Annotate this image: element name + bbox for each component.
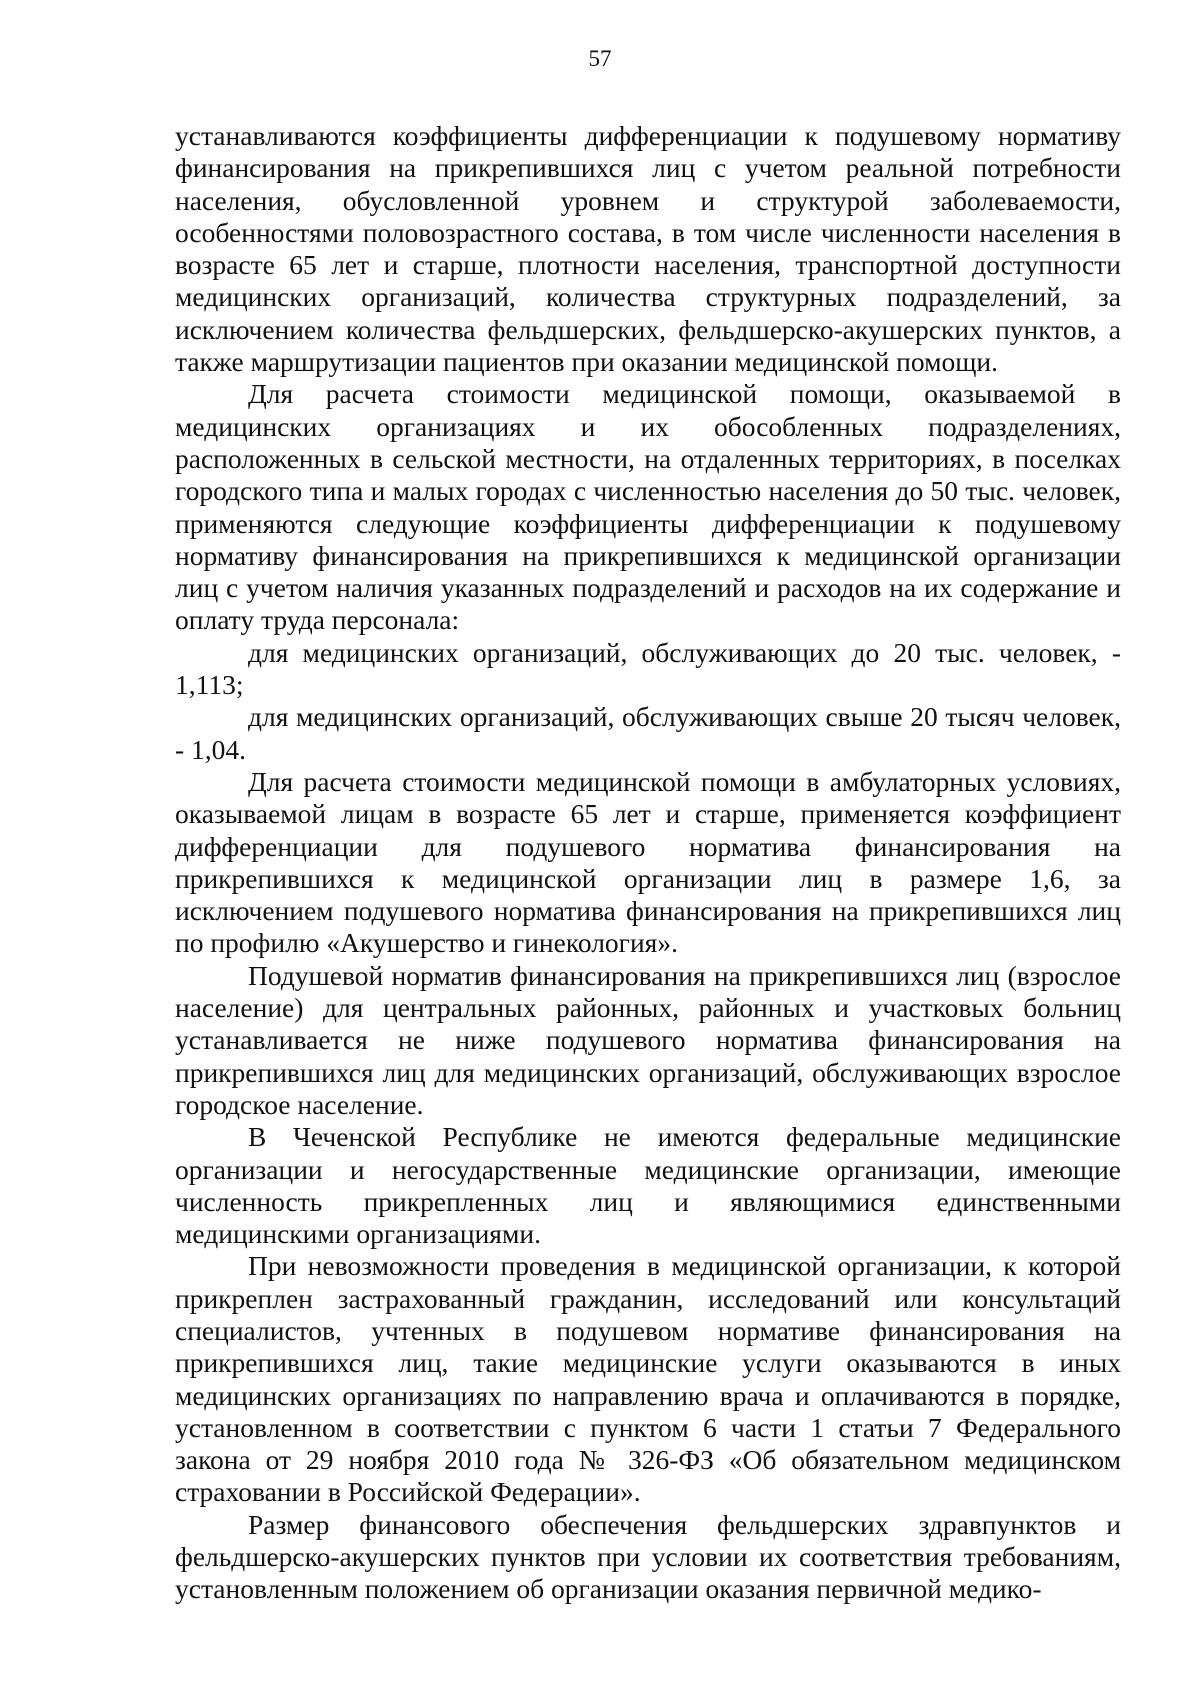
paragraph-chechen-republic: В Чеченской Республике не имеются федеральные медицинские организации и негосударственные медицинские организации, имеющие численность прикрепленных лиц и являющимися единственными медицинскими организациями. bbox=[175, 1121, 1121, 1250]
paragraph-elderly-coefficient: Для расчета стоимости медицинской помощи в амбулаторных условиях, оказываемой лицам в возрасте 65 лет и старше, применяется коэффициент дифференциации для подушевого норматива финансирования на прикрепившихся к медицинской организации лиц в размере 1,6, за исключением подушевого норматива финансирования на прикрепившихся лиц по профилю «Акушерство и гинекология». bbox=[175, 765, 1121, 959]
list-item-up-to-20k: для медицинских организаций, обслуживающих до 20 тыс. человек, - 1,113; bbox=[175, 636, 1121, 701]
list-item-over-20k: для медицинских организаций, обслуживающих свыше 20 тысяч человек, - 1,04. bbox=[175, 701, 1121, 765]
paragraph-rural-coefficients: Для расчета стоимости медицинской помощи, оказываемой в медицинских организациях и их обособленных подразделениях, расположенных в сельской местности, на отдаленных территориях, в поселках городского типа и малых городах с численностью населения до 50 тыс. человек, применяются следующие коэффициенты дифференциации к подушевому нормативу финансирования на прикрепившихся к медицинской организации лиц с учетом наличия указанных подразделений и расходов на их содержание и оплату труда персонала: bbox=[175, 378, 1121, 636]
page-number: 57 bbox=[588, 46, 612, 71]
paragraph-referral-services: При невозможности проведения в медицинской организации, к которой прикреплен застрахованный гражданин, исследований или консультаций специалистов, учтенных в подушевом нормативе финансирования на прикрепившихся лиц, такие медицинские услуги оказываются в иных медицинских организациях по направлению врача и оплачиваются в порядке, установленном в соответствии с пунктом 6 части 1 статьи 7 Федерального закона от 29 ноября 2010 года № 326-ФЗ «Об обязательном медицинском страховании в Российской Федерации». bbox=[175, 1250, 1121, 1508]
document-body bbox=[175, 120, 1121, 1606]
paragraph-continuation: устанавливаются коэффициенты дифференциации к подушевому нормативу финансирования на прикрепившихся лиц с учетом реальной потребности населения, обусловленной уровнем и структурой заболеваемости, особенностями половозрастного состава, в том числе численности населения в возрасте 65 лет и старше, плотности населения, транспортной доступности медицинских организаций, количества структурных подразделений, за исключением количества фельдшерских, фельдшерско-акушерских пунктов, а также маршрутизации пациентов при оказании медицинской помощи. bbox=[175, 120, 1121, 378]
paragraph-hospital-norm: Подушевой норматив финансирования на прикрепившихся лиц (взрослое население) для центральных районных, районных и участковых больниц устанавливается не ниже подушевого норматива финансирования на прикрепившихся лиц для медицинских организаций, обслуживающих взрослое городское население. bbox=[175, 959, 1121, 1120]
paragraph-feldsher-funding: Размер финансового обеспечения фельдшерских здравпунктов и фельдшерско-акушерских пунктов при условии их соответствия требованиям, установленным положением об организации оказания первичной медико- bbox=[175, 1508, 1121, 1605]
